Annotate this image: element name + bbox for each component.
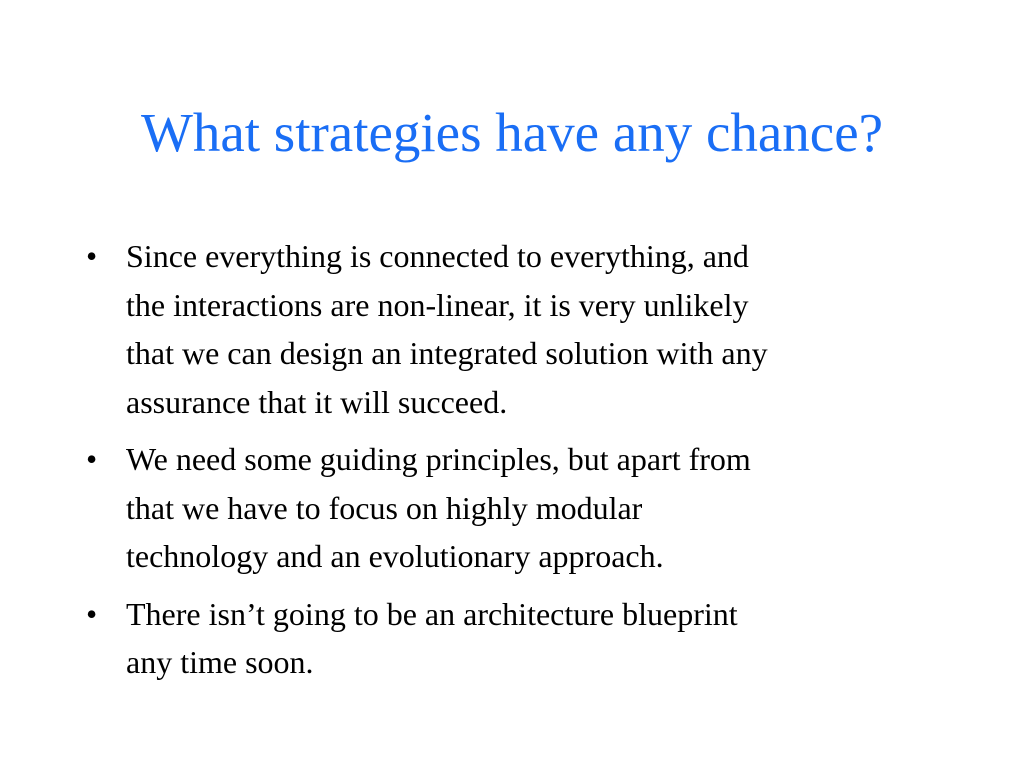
bullet-text-line: We need some guiding principles, but apart from	[126, 441, 751, 477]
bullet-item	[86, 435, 946, 581]
bullet-dot-icon: •	[86, 238, 98, 274]
bullet-text-line: Since everything is connected to everything, and	[126, 238, 749, 274]
bullet-text-line: that we have to focus on highly modular	[126, 489, 643, 526]
bullet-item	[86, 232, 946, 426]
bullet-item	[86, 590, 946, 687]
bullet-dot-icon: •	[86, 595, 98, 632]
bullet-dot-icon: •	[86, 441, 98, 477]
bullet-list	[86, 232, 946, 696]
bullet-text-line: There isn’t going to be an architecture blueprint	[126, 595, 738, 632]
bullet-text-line: technology and an evolutionary approach.	[126, 538, 664, 574]
bullet-text-line: assurance that it will succeed.	[126, 383, 508, 420]
bullet-text-line: any time soon.	[126, 644, 314, 680]
bullet-text-line: that we can design an integrated solution with any	[126, 335, 768, 371]
slide-title: What strategies have any chance?	[140, 102, 884, 163]
bullet-text-line: the interactions are non-linear, it is very unlikely	[126, 286, 749, 323]
